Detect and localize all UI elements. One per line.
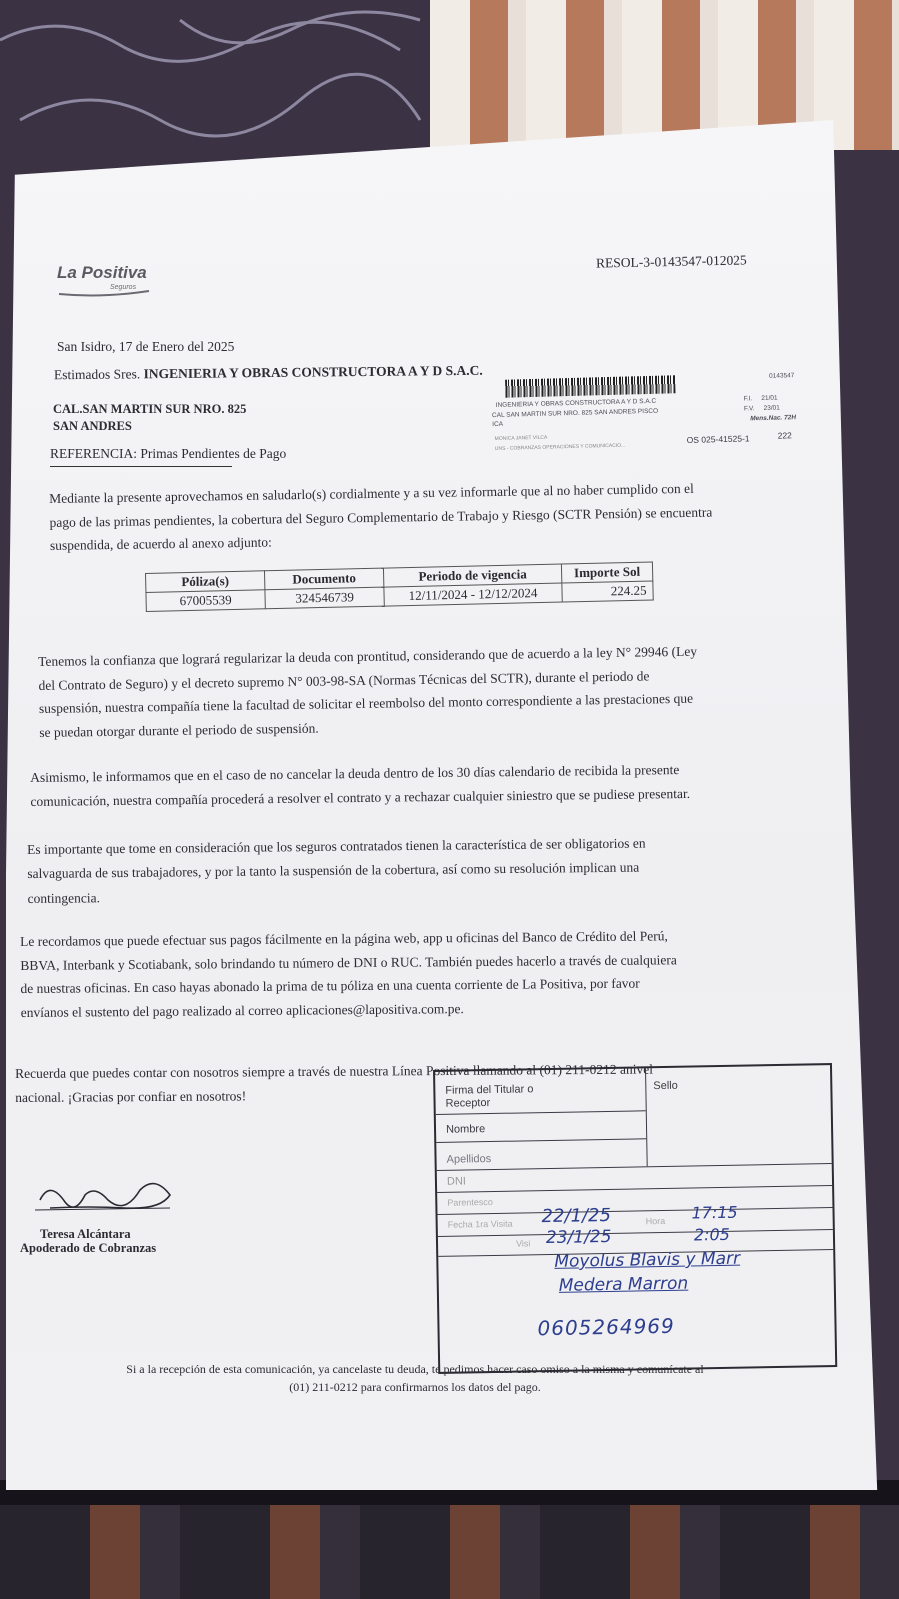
- signature-scribble: [30, 1170, 180, 1225]
- paragraph-pagos: [20, 924, 677, 1024]
- label-fi: F.I. 21/01: [743, 394, 778, 403]
- label-line-3: ICA: [492, 420, 504, 429]
- paragraph-line: Es importante que tome en consideración que los seguros contratados tienen la característica de ser obligatorios en: [27, 835, 646, 857]
- cell-importe: 224.25: [562, 581, 653, 602]
- paragraph-line: comunicación, nuestra compañía procederá a resolver el contrato y a rechazar cualquier siniestro que se pudiese presentar.: [30, 785, 691, 809]
- paragraph-line: de nuestras oficinas. En caso hayas abonado la prima de tu póliza en una cuenta corriente de La Positiva, por favor: [20, 975, 640, 997]
- label-dept: UNS - COBRANZAS OPERACIONES Y COMUNICACIO...: [494, 442, 626, 453]
- intro-line: suspendida, de acuerdo al anexo adjunto:: [49, 534, 272, 554]
- hand-fecha1: 22/1/25: [541, 1204, 612, 1228]
- nombre-label: Nombre: [445, 1123, 486, 1136]
- paragraph-line: se puedan otorgar durante el periodo de suspensión.: [39, 720, 319, 740]
- label-agent: MONICA JANET VILCA: [494, 434, 548, 443]
- barcode-icon: [505, 375, 675, 397]
- signer-title: Apoderado de Cobranzas: [20, 1241, 157, 1255]
- paragraph-line: suspensión, nuestra compañía tiene la facultad de solicitar el reembolso del monto correspondiente a las prestaciones que: [38, 690, 694, 717]
- hand-number: 0605264969: [537, 1313, 675, 1341]
- resolution-code: RESOL-3-0143547-012025: [595, 252, 747, 271]
- paragraph-line: nacional. ¡Gracias por confiar en nosotros!: [15, 1088, 247, 1105]
- company-logo-sub: Seguros: [110, 284, 137, 291]
- intro-line: pago de las primas pendientes, la cobertura del Seguro Complementario de Trabajo y Riesgo (SCTR Pensión) se encuentra: [49, 504, 713, 530]
- label-os-num: 222: [777, 430, 792, 441]
- intro-line: Mediante la presente aprovechamos en saludarlo(s) cordialmente y a su vez informarle que al no haber cumplido con el: [49, 480, 694, 506]
- greeting-prefix: Estimados Sres.: [53, 366, 141, 383]
- paragraph-line: Asimismo, le informamos que en el caso de no cancelar la deuda dentro de los 30 días calendario de recibida la presente: [30, 762, 680, 785]
- cell-periodo: 12/11/2024 - 12/12/2024: [384, 583, 562, 606]
- reference-underline: [50, 466, 232, 467]
- label-os-code: OS 025-41525-1: [686, 433, 750, 445]
- paragraph-ley: [38, 640, 698, 745]
- cell-poliza: 67005539: [146, 590, 265, 612]
- address-line-1: CAL.SAN MARTIN SUR NRO. 825: [53, 402, 247, 416]
- paragraph-line: contingencia.: [27, 889, 101, 906]
- form-row-firma: [435, 1068, 646, 1115]
- hand-names-2: Medera Marron: [558, 1273, 689, 1296]
- label-line-2: CAL SAN MARTIN SUR NRO. 825 SAN ANDRES PISCO: [491, 407, 659, 420]
- col-importe: Importe Sol: [561, 562, 652, 583]
- hand-fecha2: 23/1/25: [545, 1226, 612, 1249]
- signer-name: Teresa Alcántara: [40, 1227, 131, 1241]
- hand-hora1: 17:15: [691, 1202, 738, 1223]
- address-line-2: SAN ANDRES: [53, 419, 132, 433]
- paragraph-line: del Contrato de Seguro) y el decreto supremo N° 003-98-SA (Normas Técnicas del SCTR), durante el periodo de: [38, 668, 650, 693]
- label-line-1: INGENIERIA Y OBRAS CONSTRUCTORA A Y D S.A.C: [495, 397, 657, 409]
- mailing-label: [487, 366, 809, 460]
- paragraph-line: BBVA, Interbank y Scotiabank, solo brindando tu número de DNI o RUC. También puedes hacerlo a través de cualquiera: [20, 951, 677, 973]
- recipient-name: INGENIERIA Y OBRAS CONSTRUCTORA A Y D S.A.C.: [143, 362, 483, 382]
- hand-hora2: 2:05: [693, 1224, 731, 1245]
- hand-names-1: Moyolus Blavis y Marr: [554, 1248, 741, 1272]
- parentesco-label: Parentesco: [447, 1196, 493, 1208]
- label-code-top: 0143547: [768, 372, 795, 380]
- logo-swoosh-icon: [57, 288, 152, 298]
- paragraph-line: Recuerda que puedes contar con nosotros siempre a través de nuestra Línea Positiva llamando al (01) 211-0212 anivel: [15, 1061, 654, 1081]
- paragraph-line: Tenemos la confianza que logrará regularizar la deuda con prontitud, considerando que de acuerdo a la ley N° 29946 (Ley: [38, 643, 698, 669]
- reference-line: REFERENCIA: Primas Pendientes de Pago: [50, 446, 287, 461]
- visita2-label: Visi: [515, 1238, 531, 1249]
- paragraph-asimismo: [30, 758, 690, 813]
- sello-label: Sello: [653, 1079, 678, 1093]
- dni-label: DNI: [446, 1175, 467, 1188]
- apellidos-label: Apellidos: [446, 1152, 492, 1166]
- footer-note: [85, 1360, 745, 1396]
- intro-paragraph: [49, 477, 713, 558]
- hora-label: Hora: [645, 1215, 666, 1227]
- label-note: Mens.Nac. 72H: [750, 414, 797, 423]
- cell-documento: 324546739: [265, 587, 384, 609]
- date-line: San Isidro, 17 de Enero del 2025: [57, 339, 235, 354]
- paragraph-importante: [27, 832, 646, 911]
- fecha1-label: Fecha 1ra Visita: [447, 1218, 513, 1230]
- label-fv: F.V. 23/01: [743, 404, 780, 413]
- paragraph-line: salvaguarda de sus trabajadores, y por la tanto la suspensión de la cobertura, así como su resolución implican una: [27, 859, 640, 882]
- striped-fabric-bottom: [0, 1505, 899, 1599]
- col-poliza: Póliza(s): [146, 571, 265, 593]
- receipt-form: [433, 1063, 837, 1374]
- paragraph-line: Le recordamos que puede efectuar sus pagos fácilmente en la página web, app u oficinas del Banco de Crédito del Perú,: [20, 928, 668, 949]
- col-periodo: Periodo de vigencia: [383, 564, 561, 587]
- footer-line: Si a la recepción de esta comunicación, ya cancelaste tu deuda, te pedimos hacer caso omiso a la misma y comunícate al: [126, 1362, 704, 1376]
- paragraph-line: envíanos el sustento del pago realizado al correo aplicaciones@lapositiva.com.pe.: [20, 1001, 464, 1020]
- footer-line: (01) 211-0212 para confirmarnos los datos del pago.: [289, 1380, 541, 1394]
- firma-label: Firma del Titular o Receptor: [445, 1083, 534, 1110]
- col-documento: Documento: [264, 568, 383, 590]
- company-logo: La Positiva: [57, 263, 147, 282]
